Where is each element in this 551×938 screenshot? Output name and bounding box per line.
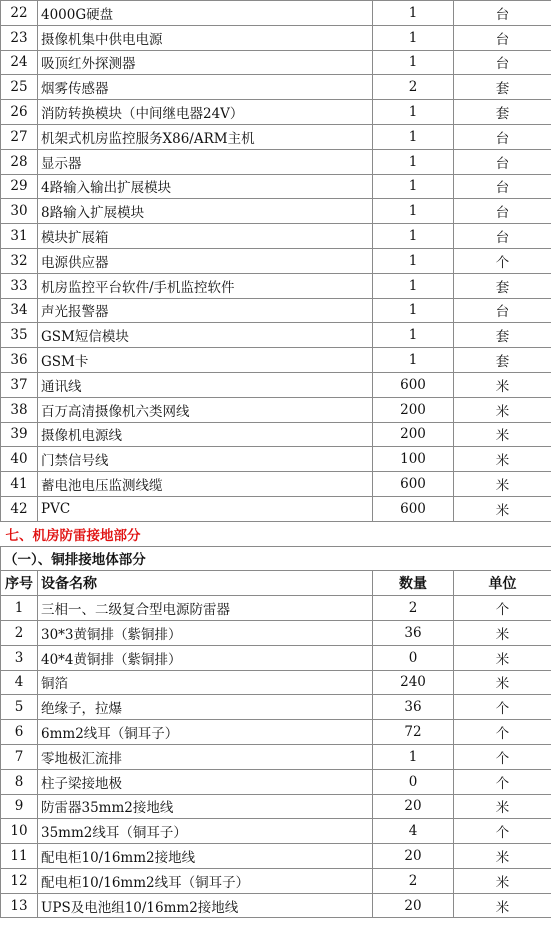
table-row bbox=[1, 496, 551, 521]
header-unit: 单位 bbox=[454, 571, 551, 596]
row-unit: 米 bbox=[454, 422, 551, 447]
row-no: 2 bbox=[1, 620, 38, 645]
row-unit: 台 bbox=[454, 174, 551, 199]
row-unit: 台 bbox=[454, 1, 551, 26]
subsection-row bbox=[1, 546, 551, 571]
row-unit: 台 bbox=[454, 149, 551, 174]
row-qty: 240 bbox=[373, 670, 454, 695]
row-unit: 米 bbox=[454, 670, 551, 695]
header-no: 序号 bbox=[1, 571, 38, 596]
table-row bbox=[1, 75, 551, 100]
row-name: 30*3黄铜排（紫铜排） bbox=[38, 620, 373, 645]
subsection-title: （一）、铜排接地体部分 bbox=[1, 546, 551, 571]
table-row bbox=[1, 472, 551, 497]
row-name: 吸顶红外探测器 bbox=[38, 50, 373, 75]
row-unit: 个 bbox=[454, 819, 551, 844]
table-row bbox=[1, 695, 551, 720]
row-qty: 1 bbox=[373, 25, 454, 50]
row-no: 27 bbox=[1, 124, 38, 149]
table-row bbox=[1, 348, 551, 373]
row-qty: 1 bbox=[373, 50, 454, 75]
table-row bbox=[1, 372, 551, 397]
row-qty: 1 bbox=[373, 124, 454, 149]
row-unit: 米 bbox=[454, 844, 551, 869]
row-unit: 台 bbox=[454, 224, 551, 249]
row-unit: 套 bbox=[454, 323, 551, 348]
row-qty: 1 bbox=[373, 323, 454, 348]
row-name: 防雷器35mm2接地线 bbox=[38, 794, 373, 819]
row-no: 22 bbox=[1, 1, 38, 26]
row-no: 38 bbox=[1, 397, 38, 422]
table-row bbox=[1, 844, 551, 869]
row-qty: 600 bbox=[373, 496, 454, 521]
table-row bbox=[1, 645, 551, 670]
row-unit: 米 bbox=[454, 620, 551, 645]
row-unit: 米 bbox=[454, 472, 551, 497]
table-row bbox=[1, 819, 551, 844]
table-row bbox=[1, 397, 551, 422]
row-unit: 米 bbox=[454, 447, 551, 472]
row-name: 零地极汇流排 bbox=[38, 744, 373, 769]
row-qty: 2 bbox=[373, 596, 454, 621]
row-name: 35mm2线耳（铜耳子） bbox=[38, 819, 373, 844]
row-no: 10 bbox=[1, 819, 38, 844]
row-no: 41 bbox=[1, 472, 38, 497]
row-name: UPS及电池组10/16mm2接地线 bbox=[38, 893, 373, 918]
row-unit: 个 bbox=[454, 720, 551, 745]
top-rows bbox=[1, 1, 551, 522]
table-row bbox=[1, 100, 551, 125]
row-qty: 1 bbox=[373, 224, 454, 249]
row-unit: 个 bbox=[454, 769, 551, 794]
table-row bbox=[1, 720, 551, 745]
table-row bbox=[1, 670, 551, 695]
row-no: 13 bbox=[1, 893, 38, 918]
row-qty: 72 bbox=[373, 720, 454, 745]
row-no: 7 bbox=[1, 744, 38, 769]
table-row bbox=[1, 744, 551, 769]
row-name: 电源供应器 bbox=[38, 248, 373, 273]
header-name: 设备名称 bbox=[38, 571, 373, 596]
row-unit: 米 bbox=[454, 496, 551, 521]
row-unit: 米 bbox=[454, 645, 551, 670]
row-no: 24 bbox=[1, 50, 38, 75]
row-qty: 4 bbox=[373, 819, 454, 844]
row-qty: 1 bbox=[373, 298, 454, 323]
row-name: 配电柜10/16mm2接地线 bbox=[38, 844, 373, 869]
row-unit: 米 bbox=[454, 397, 551, 422]
row-name: 百万高清摄像机六类网线 bbox=[38, 397, 373, 422]
table-row bbox=[1, 1, 551, 26]
table-row bbox=[1, 174, 551, 199]
row-no: 32 bbox=[1, 248, 38, 273]
row-no: 29 bbox=[1, 174, 38, 199]
row-unit: 套 bbox=[454, 100, 551, 125]
row-name: 绝缘子，拉爆 bbox=[38, 695, 373, 720]
row-unit: 个 bbox=[454, 744, 551, 769]
table-row bbox=[1, 149, 551, 174]
row-qty: 200 bbox=[373, 397, 454, 422]
row-name: 蓄电池电压监测线缆 bbox=[38, 472, 373, 497]
row-name: PVC bbox=[38, 496, 373, 521]
row-no: 33 bbox=[1, 273, 38, 298]
row-unit: 米 bbox=[454, 893, 551, 918]
table-row bbox=[1, 620, 551, 645]
row-no: 40 bbox=[1, 447, 38, 472]
row-unit: 个 bbox=[454, 695, 551, 720]
table-row bbox=[1, 50, 551, 75]
row-no: 42 bbox=[1, 496, 38, 521]
row-name: 显示器 bbox=[38, 149, 373, 174]
row-no: 1 bbox=[1, 596, 38, 621]
row-no: 35 bbox=[1, 323, 38, 348]
row-qty: 36 bbox=[373, 695, 454, 720]
row-name: 摄像机电源线 bbox=[38, 422, 373, 447]
row-no: 8 bbox=[1, 769, 38, 794]
row-unit: 台 bbox=[454, 25, 551, 50]
row-name: 通讯线 bbox=[38, 372, 373, 397]
row-qty: 1 bbox=[373, 744, 454, 769]
row-no: 37 bbox=[1, 372, 38, 397]
row-qty: 2 bbox=[373, 75, 454, 100]
row-name: 机房监控平台软件/手机监控软件 bbox=[38, 273, 373, 298]
row-qty: 1 bbox=[373, 273, 454, 298]
table-row bbox=[1, 596, 551, 621]
table-row bbox=[1, 25, 551, 50]
row-no: 12 bbox=[1, 868, 38, 893]
row-qty: 1 bbox=[373, 149, 454, 174]
row-unit: 米 bbox=[454, 372, 551, 397]
row-name: 6mm2线耳（铜耳子） bbox=[38, 720, 373, 745]
table-row bbox=[1, 422, 551, 447]
row-qty: 36 bbox=[373, 620, 454, 645]
table-row bbox=[1, 248, 551, 273]
row-qty: 2 bbox=[373, 868, 454, 893]
header-row bbox=[1, 571, 551, 596]
row-unit: 套 bbox=[454, 75, 551, 100]
section-title: 七、机房防雷接地部分 bbox=[1, 521, 551, 546]
row-unit: 套 bbox=[454, 348, 551, 373]
row-name: 摄像机集中供电电源 bbox=[38, 25, 373, 50]
table-row bbox=[1, 124, 551, 149]
row-no: 30 bbox=[1, 199, 38, 224]
row-no: 34 bbox=[1, 298, 38, 323]
row-no: 4 bbox=[1, 670, 38, 695]
row-no: 23 bbox=[1, 25, 38, 50]
row-name: 4路输入输出扩展模块 bbox=[38, 174, 373, 199]
row-no: 11 bbox=[1, 844, 38, 869]
row-name: 铜箔 bbox=[38, 670, 373, 695]
row-qty: 1 bbox=[373, 248, 454, 273]
row-qty: 0 bbox=[373, 769, 454, 794]
row-qty: 0 bbox=[373, 645, 454, 670]
row-no: 31 bbox=[1, 224, 38, 249]
row-no: 3 bbox=[1, 645, 38, 670]
table-row bbox=[1, 323, 551, 348]
row-no: 25 bbox=[1, 75, 38, 100]
table-row bbox=[1, 224, 551, 249]
row-name: GSM短信模块 bbox=[38, 323, 373, 348]
row-name: 烟雾传感器 bbox=[38, 75, 373, 100]
row-unit: 个 bbox=[454, 596, 551, 621]
row-qty: 20 bbox=[373, 794, 454, 819]
row-unit: 米 bbox=[454, 794, 551, 819]
row-unit: 米 bbox=[454, 868, 551, 893]
row-no: 9 bbox=[1, 794, 38, 819]
table-row bbox=[1, 447, 551, 472]
section-row bbox=[1, 521, 551, 546]
row-name: 三相一、二级复合型电源防雷器 bbox=[38, 596, 373, 621]
row-qty: 200 bbox=[373, 422, 454, 447]
row-name: 门禁信号线 bbox=[38, 447, 373, 472]
row-name: 40*4黄铜排（紫铜排） bbox=[38, 645, 373, 670]
row-name: 柱子梁接地极 bbox=[38, 769, 373, 794]
row-name: 消防转换模块（中间继电器24V） bbox=[38, 100, 373, 125]
table-row bbox=[1, 893, 551, 918]
table-row bbox=[1, 794, 551, 819]
row-name: 配电柜10/16mm2线耳（铜耳子） bbox=[38, 868, 373, 893]
row-unit: 套 bbox=[454, 273, 551, 298]
row-no: 26 bbox=[1, 100, 38, 125]
row-qty: 600 bbox=[373, 372, 454, 397]
row-qty: 1 bbox=[373, 348, 454, 373]
row-unit: 台 bbox=[454, 124, 551, 149]
row-unit: 个 bbox=[454, 248, 551, 273]
row-unit: 台 bbox=[454, 199, 551, 224]
row-qty: 20 bbox=[373, 844, 454, 869]
row-name: 声光报警器 bbox=[38, 298, 373, 323]
header-qty: 数量 bbox=[373, 571, 454, 596]
row-no: 36 bbox=[1, 348, 38, 373]
row-no: 6 bbox=[1, 720, 38, 745]
row-qty: 100 bbox=[373, 447, 454, 472]
row-name: 机架式机房监控服务X86/ARM主机 bbox=[38, 124, 373, 149]
row-qty: 1 bbox=[373, 100, 454, 125]
row-name: 4000G硬盘 bbox=[38, 1, 373, 26]
table-row bbox=[1, 868, 551, 893]
row-qty: 1 bbox=[373, 174, 454, 199]
table-row bbox=[1, 199, 551, 224]
row-no: 28 bbox=[1, 149, 38, 174]
row-name: 模块扩展箱 bbox=[38, 224, 373, 249]
row-no: 5 bbox=[1, 695, 38, 720]
table-row bbox=[1, 273, 551, 298]
row-unit: 台 bbox=[454, 298, 551, 323]
row-unit: 台 bbox=[454, 50, 551, 75]
row-qty: 20 bbox=[373, 893, 454, 918]
table-row bbox=[1, 298, 551, 323]
row-name: GSM卡 bbox=[38, 348, 373, 373]
row-qty: 1 bbox=[373, 1, 454, 26]
row-no: 39 bbox=[1, 422, 38, 447]
bottom-rows bbox=[1, 596, 551, 918]
row-qty: 1 bbox=[373, 199, 454, 224]
row-name: 8路输入扩展模块 bbox=[38, 199, 373, 224]
row-qty: 600 bbox=[373, 472, 454, 497]
table-row bbox=[1, 769, 551, 794]
